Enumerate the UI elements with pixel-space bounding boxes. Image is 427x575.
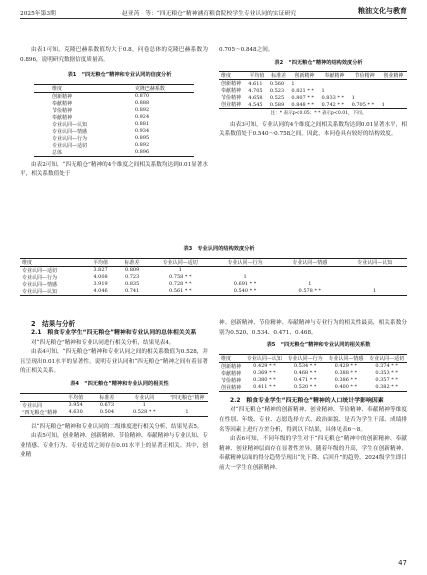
table-cell: 0.888	[134, 100, 150, 107]
table-cell: 0.691 * *	[233, 281, 257, 288]
table1-caption: 表1 “四无粮仓”精神和专业认同的信度分析	[67, 72, 172, 79]
table-row	[219, 384, 407, 392]
table2-header: 奉献精神	[320, 72, 350, 80]
table-cell: 1	[142, 402, 146, 409]
table-cell: 1	[381, 101, 385, 108]
table-cell: 0.388 * *	[334, 370, 358, 377]
table-cell: 1	[308, 281, 312, 288]
table-cell: 0.895	[134, 135, 150, 142]
table-cell: 4.611	[248, 80, 263, 87]
table-cell: 0.821 * *	[291, 87, 314, 94]
table-row	[219, 87, 407, 94]
table5-header: 专业认同—行为	[285, 354, 326, 362]
table2-header: 平均值	[246, 72, 268, 80]
table-cell: 1	[373, 288, 377, 295]
table-cell: 0.728 * *	[169, 281, 192, 288]
table5-header: 专业认同—认知	[244, 354, 285, 362]
table-row	[20, 266, 407, 274]
table-cell	[342, 266, 407, 274]
table-cell	[320, 80, 350, 88]
table-row	[219, 80, 407, 88]
table-cell: 节俭精神	[221, 377, 242, 384]
table3-header: 专业认同—认知	[342, 258, 407, 266]
table-cell: 0.742 * *	[321, 101, 344, 108]
table-cell: 4.046	[93, 288, 108, 295]
table-row	[34, 121, 194, 128]
table1	[34, 84, 194, 157]
table-cell: 0.589	[269, 101, 285, 108]
table-cell: 专业认同—行为	[52, 135, 88, 142]
table-cell: 0.411 * *	[253, 384, 276, 391]
table-cell: 创业精神	[221, 102, 242, 109]
table-row	[219, 377, 407, 384]
table-row	[219, 101, 407, 109]
table-cell: 0.540 * *	[233, 288, 257, 295]
paragraph: 由表6可知，不同年级的学生对于“四无粮仓”精神中的创新精神、奉献精神、创业精神层面存在显著性差异。随着年级的升高，学生在创新精神、奉献精神层面的得分趋势呈现出“先下降、后回升”的趋势，2024级学生即目前大一学生在创新精神、	[219, 436, 407, 471]
table-row	[34, 135, 194, 142]
table-row	[34, 92, 194, 100]
table-cell: 0.400 * *	[334, 384, 358, 391]
table-cell: 0.723	[124, 274, 140, 281]
table-cell	[277, 274, 342, 281]
table1-header: 维度	[34, 84, 133, 92]
table-cell: 节俭精神	[52, 107, 73, 114]
table4-header: 标准差	[91, 393, 122, 401]
paragraph: 由表4可知，“四无粮仓”精神和专业认同之间的相关系数值为0.528，并且呈现出0.01水平的显著性，说明专业认同和“四无粮仓”精神之间有着显著的正相关关系。	[20, 349, 208, 375]
subsection-heading: 2.1 粮食专业学生“四无粮仓”精神和专业认同的总体相关关系	[31, 330, 197, 336]
paragraph: 0.705～0.848之间。	[219, 47, 274, 53]
table-cell	[342, 281, 407, 288]
table4-header: “四无粮仓”精神	[166, 393, 208, 401]
table-row	[34, 128, 194, 135]
table4-caption: 表4 “四无粮仓”精神和专业认同的相关性	[70, 380, 169, 387]
table-cell: 0.934	[134, 128, 150, 135]
table-cell: 0.560	[269, 80, 285, 87]
header-rule	[20, 18, 407, 19]
table-row	[219, 94, 407, 101]
table4-header: 平均值	[60, 393, 91, 401]
table-cell: 奉献精神	[52, 114, 73, 121]
table-cell: 4.545	[248, 101, 263, 108]
table-cell: 0.504	[99, 409, 115, 416]
table-cell: 3.919	[93, 281, 108, 288]
subsection-heading: 2.2 粮食专业学生“四无粮仓”精神的人口统计学影响因素	[230, 397, 384, 404]
table3-header: 标准差	[116, 258, 148, 266]
table-cell: 0.870	[134, 93, 150, 100]
table-cell: 节俭精神	[221, 95, 242, 102]
table-cell: 专业认同—情感	[52, 128, 88, 135]
table-cell: 1	[178, 267, 182, 274]
table-cell: 0.528 * *	[132, 409, 156, 416]
table4	[20, 393, 208, 417]
table-cell: 0.833 * *	[321, 94, 344, 101]
table-cell: “四无粮仓”精神	[22, 409, 58, 416]
table-cell: 0.807 * *	[291, 94, 314, 101]
table-cell: 0.357 * *	[375, 377, 398, 384]
table-cell: 0.471 * *	[293, 377, 317, 384]
paragraph: 以“四无粮仓”精神和专业认同的二级维度进行相关分析，结果见表5。	[31, 423, 203, 430]
table-cell: 0.429 * *	[334, 363, 358, 370]
table-cell: 0.578 * *	[298, 288, 322, 295]
table-cell: 奉献精神	[221, 88, 242, 95]
table-cell	[166, 401, 208, 409]
table-cell: 0.741	[124, 288, 140, 295]
table-cell: 4.658	[248, 94, 263, 101]
table-cell: 0.809	[124, 267, 140, 274]
table2-header: 节俭精神	[350, 72, 380, 80]
table-cell	[277, 266, 342, 274]
section-heading: 2 结果与分析	[31, 320, 76, 328]
table-row	[20, 274, 407, 281]
table-cell: 创新精神	[221, 363, 242, 370]
table-row	[34, 107, 194, 114]
table-cell: 0.848 * *	[291, 101, 314, 108]
table-cell: 4.705	[248, 87, 263, 94]
table-cell	[380, 94, 407, 101]
paragraph: 由表3可知，专业认同的4个维度之间相关系数均达到0.01显著水平，相关系数值处于0.540～0.758之间。因此，本问卷具有较好的结构效度。	[219, 121, 407, 138]
article-running-title: 赵亚芮 等：“四无粮仓”精神涵育粮食院校学生专业认同的实证研究	[122, 11, 297, 17]
table-row	[20, 288, 407, 296]
table-cell: 0.520 * *	[293, 384, 317, 391]
table5-header: 维度	[219, 354, 244, 362]
issue-label: 2025年第3期	[20, 11, 56, 17]
table-row	[34, 100, 194, 107]
paragraph: 由表5可知，创业精神、创新精神、节俭精神、奉献精神与专业认知、专业情感、专业行为、专业适切之间存在0.01水平上的显著正相关。其中，创业精	[20, 433, 208, 459]
table-cell: 专业认同—行为	[22, 274, 58, 281]
table-cell: 0.534 * *	[293, 363, 317, 370]
table-cell: 0.758 * *	[169, 274, 192, 281]
table3-caption: 表3 专业认同的结构效度分析	[183, 246, 255, 252]
table1-header: 克隆巴赫系数	[133, 84, 194, 92]
table-cell: 专业认同—适切	[52, 142, 88, 149]
table5-header: 专业认同—适切	[366, 354, 407, 362]
paragraph: 对“四无粮仓”精神和专业认同进行相关分析，结果见表4。	[31, 339, 175, 346]
table-cell: 专业认同	[22, 402, 43, 409]
table2-note: 注：* 表示p<0.05；* * 表示p<0.01，下同。	[270, 111, 367, 117]
table-cell: 奉献精神	[52, 100, 73, 107]
table2-header: 创业精神	[380, 72, 407, 80]
table-cell	[342, 274, 407, 281]
table-cell: 专业认同—认知	[22, 288, 58, 295]
table3-header: 维度	[20, 258, 85, 266]
right-column-top	[219, 46, 407, 140]
table-cell: 0.353 * *	[375, 370, 398, 377]
table-cell: 0.386 * *	[334, 377, 358, 384]
table-row	[34, 149, 194, 157]
paragraph: 由表1可知，克隆巴赫系数值均大于0.8，问卷总体的克隆巴赫系数为0.896，说明研究数据信度质量高。	[20, 47, 208, 63]
table-cell: 1	[351, 94, 355, 101]
table-cell: 专业认同—认知	[52, 121, 88, 128]
table4-header	[20, 393, 60, 401]
table5	[219, 354, 407, 392]
table-cell: 0.382 * *	[375, 384, 398, 391]
table2	[219, 71, 407, 109]
table-cell	[380, 80, 407, 88]
paragraph: 由表2可知，“四无粮仓”精神的4个维度之间相关系数均达到0.01显著水平，相关系数值处于	[20, 161, 208, 178]
table-cell: 奉献精神	[221, 370, 242, 377]
table-row	[20, 281, 407, 288]
table-cell: 0.374 * *	[375, 363, 398, 370]
table-row	[34, 114, 194, 121]
running-header	[20, 6, 407, 18]
table2-caption: 表2 “四无粮仓”精神的结构效度分析	[274, 59, 363, 66]
paragraph: 对“四无粮仓”精神的创新精神、创业精神、节俭精神、奉献精神等维度在性别、年级、专业、志愿选择方式、政治面貌、是否为学生干部、成绩排名等因素上进行方差分析，得到以下结果，具体见表6～8。	[219, 407, 407, 433]
table-cell: 4.630	[68, 409, 83, 416]
table-cell: 0.705 * *	[351, 101, 375, 108]
table-row	[219, 362, 407, 370]
table-cell: 0.924	[134, 114, 150, 121]
table-cell: 0.369 * *	[253, 370, 276, 377]
table-cell: 专业认同—适切	[22, 267, 58, 274]
paragraph: 神、创新精神、节俭精神、奉献精神与专业行为的相关性最高，相关系数分别为0.520、0.534、0.471、0.468。	[219, 320, 407, 336]
table-cell: 1	[291, 80, 295, 87]
journal-name: 粮油文化与教育	[358, 7, 407, 15]
table-cell: 0.561 * *	[169, 288, 192, 295]
table-cell: 0.896	[134, 149, 150, 156]
table4-header: 专业认同	[122, 393, 166, 401]
table-cell: 0.673	[99, 402, 115, 409]
table-cell: 0.429 * *	[253, 363, 276, 370]
table3-block	[20, 245, 407, 296]
table-row	[20, 409, 208, 417]
page-number: 47	[398, 559, 407, 567]
table-cell: 1	[243, 274, 247, 281]
table-row	[20, 401, 208, 409]
table-cell: 0.525	[269, 94, 285, 101]
left-column-bottom	[20, 319, 208, 461]
table-cell: 0.380 * *	[253, 377, 276, 384]
table-cell: 4.008	[93, 274, 108, 281]
table3-header: 专业认同—适切	[148, 258, 213, 266]
table-cell: 0.892	[134, 107, 150, 114]
table-row	[34, 142, 194, 149]
table-cell: 3.954	[68, 402, 83, 409]
left-column-top	[20, 46, 208, 180]
table-cell	[350, 87, 380, 94]
table3-header: 平均值	[85, 258, 117, 266]
table-cell: 0.835	[124, 281, 140, 288]
right-column-bottom	[219, 319, 407, 474]
table-cell	[380, 87, 407, 94]
table3	[20, 258, 407, 296]
table-cell: 0.468 * *	[293, 370, 317, 377]
table-cell: 0.523	[269, 87, 285, 94]
table3-header: 专业认同—情感	[277, 258, 342, 266]
table2-header: 维度	[219, 72, 246, 80]
table-cell	[213, 266, 278, 274]
table2-header: 标准差	[268, 72, 290, 80]
table-cell: 0.892	[134, 142, 150, 149]
table-cell: 创业精神	[221, 384, 242, 391]
table5-header: 专业认同—情感	[326, 354, 367, 362]
table-cell: 3.827	[93, 267, 108, 274]
table2-header: 创新精神	[289, 72, 319, 80]
table-cell: 1	[321, 87, 325, 94]
table-cell: 0.881	[134, 121, 150, 128]
table-cell: 创新精神	[52, 93, 73, 100]
table5-caption: 表5 “四无粮仓”精神和专业认同的相关系数	[266, 342, 371, 349]
table-row	[219, 370, 407, 377]
table-cell: 专业认同—情感	[22, 281, 58, 288]
table3-header: 专业认同—行为	[213, 258, 278, 266]
table-cell	[350, 80, 380, 88]
table-cell: 创新精神	[221, 81, 242, 88]
table-cell: 总体	[52, 149, 63, 156]
table-cell: 1	[185, 409, 189, 416]
